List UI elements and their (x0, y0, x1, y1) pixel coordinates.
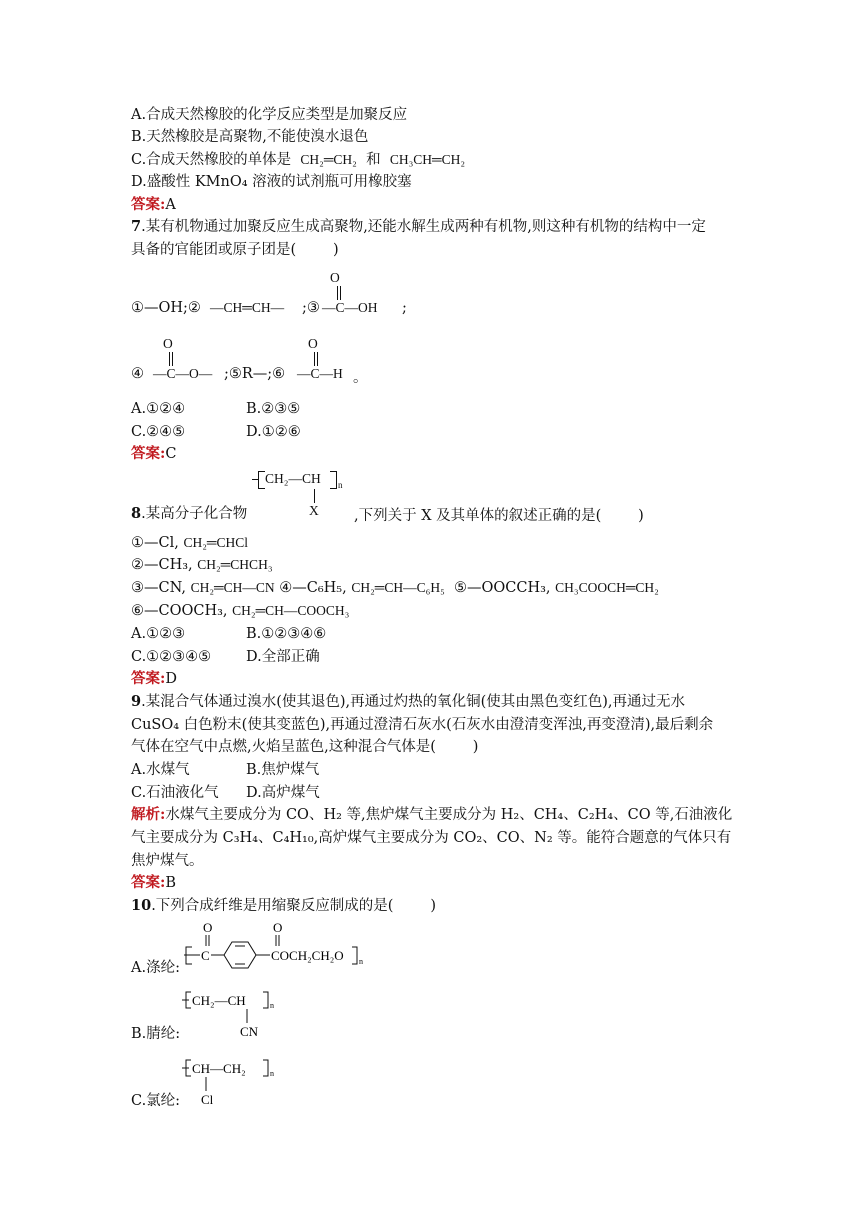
monomer-propene: CH₃CH═CH₂ (389, 152, 466, 167)
q7-semicolon: ; (402, 300, 407, 316)
q9-analysis: 解析:水煤气主要成分为 CO、H₂ 等,焦炉煤气主要成分为 H₂、CH₄、C₂H₄、CO 等,石油液化 (131, 806, 733, 823)
pvc-cl: Cl (201, 1092, 214, 1107)
q9-analysis-line2: 气主要成分为 C₃H₄、C₄H₁₀,高炉煤气主要成分为 CO₂、CO、N₂ 等。能符合题意的气体只有 (131, 830, 732, 846)
q7-options-row1: A.①②④ B.②③⑤ (131, 401, 301, 417)
q6-option-d: D.盛酸性 KMnO₄ 溶液的试剂瓶可用橡胶塞 (131, 174, 412, 190)
double-bond-3 (314, 352, 316, 366)
monomer-ethylene: CH₂═CH₂ (300, 152, 357, 167)
dacron-bracket-right (352, 947, 357, 964)
carbonyl-o-2: O (163, 336, 173, 351)
q6-answer: 答案:A (131, 196, 176, 213)
q6-option-a: A.合成天然橡胶的化学反应类型是加聚反应 (131, 107, 408, 123)
q9-stem-line2: CuSO₄ 白色粉末(使其变蓝色),再通过澄清石灰水(石灰水由澄清变浑浊,再变澄清),最后剩余 (131, 717, 714, 733)
double-bond-3b (317, 352, 319, 366)
q8-stem-tail: ,下列关于 X 及其单体的叙述正确的是( ) (354, 508, 644, 524)
q7-options-row2: C.②④⑤ D.①②⑥ (131, 424, 301, 440)
q8-polymer-x: X (309, 503, 319, 518)
q7-group-label-3: ;③ (302, 300, 320, 316)
q8-row-3: ③—CN, CH₂═CH—CN ④—C₆H₅, CH₂═CH—C₆H₅ ⑤—OOCCH₃, CH₃COOCH═CH₂ (131, 580, 659, 596)
acrylic-backbone: CH₂—CH (192, 993, 246, 1008)
q7-group-carboxyl: —C—OH (322, 300, 378, 315)
q7-answer: 答案:C (131, 445, 177, 462)
q7-group-ester: —C—O— (153, 366, 213, 381)
polymer-bond-left (252, 479, 258, 480)
dacron-c-left: C (201, 948, 210, 963)
q9-options-row2: C.石油液化气 D.高炉煤气 (131, 785, 320, 801)
q9-stem: 9.某混合气体通过溴水(使其退色),再通过灼热的氧化铜(使其由黑色变红色),再通过无水 (131, 693, 686, 710)
polymer-side-bond (314, 489, 316, 503)
dacron-o-right: O (273, 920, 283, 935)
q6-option-b: B.天然橡胶是高聚物,不能使溴水退色 (131, 129, 369, 145)
dacron-right-chain: COCH₂CH₂O (271, 948, 344, 963)
acrylic-bracket-right (263, 992, 268, 1008)
dacron-o-left: O (203, 920, 213, 935)
q8-row-1: ①—Cl, CH₂═CHCl (131, 535, 248, 551)
q9-analysis-line3: 焦炉煤气。 (131, 853, 204, 869)
pvc-backbone: CH—CH₂ (192, 1061, 246, 1076)
q8-options-row2: C.①②③④⑤ D.全部正确 (131, 649, 320, 665)
q7-group-label-4: ④ (131, 366, 144, 382)
q8-answer: 答案:D (131, 670, 177, 687)
q7-group-1: ①—OH;② (131, 300, 201, 316)
acrylic-cn: CN (240, 1024, 259, 1039)
pvc-bracket-right (263, 1060, 268, 1076)
q8-polymer-backbone: CH₂—CH (265, 471, 321, 486)
polymer-bracket-right (330, 471, 337, 489)
acrylic-structure (180, 988, 290, 1040)
q8-row-2: ②—CH₃, CH₂═CHCH₃ (131, 557, 273, 573)
q7-group-alkene: —CH═CH— (210, 300, 285, 315)
polymer-n: n (338, 480, 343, 490)
q10-option-b-label: B.腈纶: (131, 1026, 181, 1042)
q7-group-label-5-6: ;⑤R—;⑥ (224, 366, 286, 382)
q8-options-row1: A.①②③ B.①②③④⑥ (131, 626, 327, 642)
q9-answer: 答案:B (131, 874, 177, 891)
q9-stem-line3: 气体在空气中点燃,火焰呈蓝色,这种混合气体是( ) (131, 739, 479, 755)
pvc-structure (180, 1056, 290, 1108)
q7-stem: 7.某有机物通过加聚反应生成高聚物,还能水解生成两种有机物,则这种有机物的结构中一定 (131, 218, 706, 235)
q7-group-aldehyde: —C—H (297, 366, 343, 381)
double-bond-2 (169, 352, 171, 366)
q10-option-c-label: C.氯纶: (131, 1093, 181, 1109)
q10-stem: 10.下列合成纤维是用缩聚反应制成的是( ) (131, 897, 436, 914)
double-bond-1b (340, 286, 342, 300)
pvc-n: n (270, 1069, 274, 1078)
double-bond-2b (172, 352, 174, 366)
q10-option-a-label: A.涤纶: (131, 960, 180, 976)
carbonyl-o-3: O (308, 336, 318, 351)
acrylic-n: n (270, 1001, 274, 1010)
q6-option-c: C.合成天然橡胶的单体是 CH₂═CH₂ 和 CH₃CH═CH₂ (131, 152, 466, 168)
q7-period: 。 (353, 370, 368, 386)
q8-row-4: ⑥—COOCH₃, CH₂═CH—COOCH₃ (131, 603, 350, 619)
q8-stem: 8.某高分子化合物 (131, 505, 248, 522)
q7-stem-line2: 具备的官能团或原子团是( ) (131, 242, 339, 258)
carbonyl-o-1: O (330, 270, 340, 285)
q9-options-row1: A.水煤气 B.焦炉煤气 (131, 762, 320, 778)
dacron-structure (180, 918, 370, 976)
polymer-bracket-left (258, 471, 265, 489)
double-bond-1 (337, 286, 339, 300)
dacron-n: n (359, 957, 363, 966)
